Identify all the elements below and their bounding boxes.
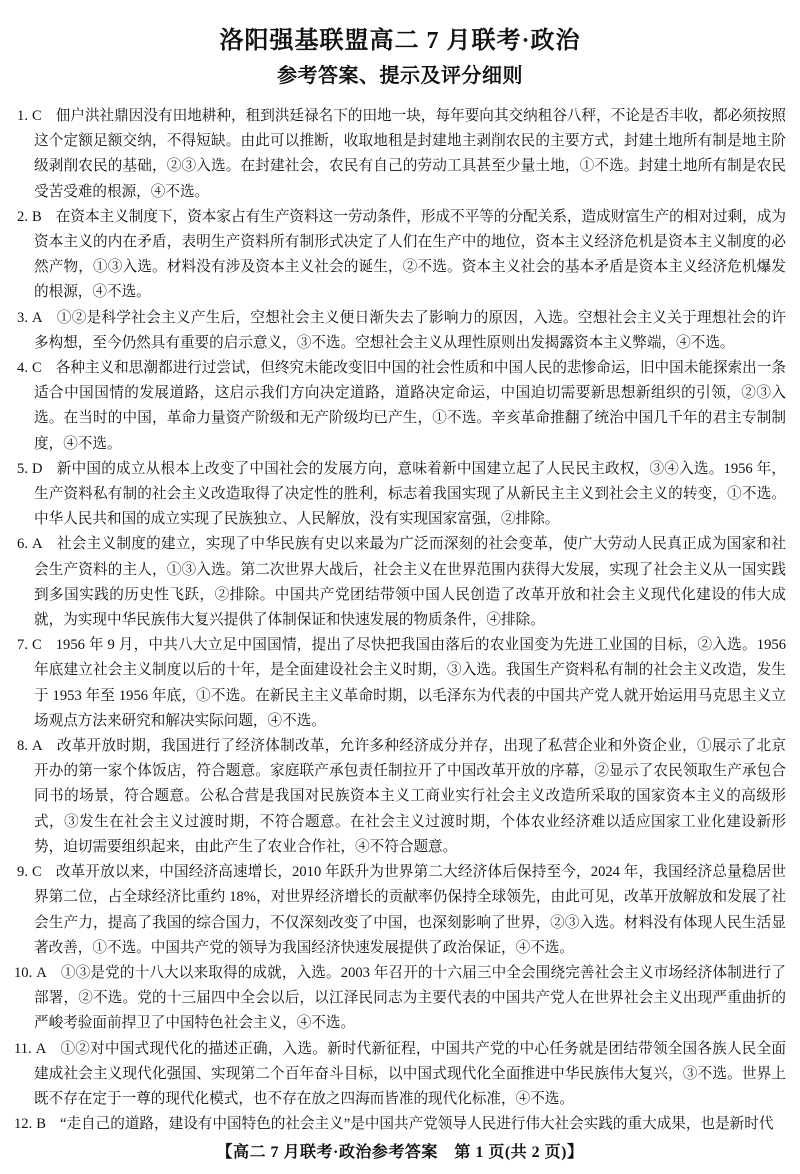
answer-explanation: 在资本主义制度下，资本家占有生产资料这一劳动条件，形成不平等的分配关系，造成财富生产的相对过剩，成为资本主义的内在矛盾，表明生产资料所有制形式决定了人们在生产中的地位，资本主义经济危机是资本主义制度的必然产物，①③入选。材料没有涉及资本主义社会的诞生，②不选。资本主义社会的基本矛盾是资本主义经济危机爆发的根源，④不选。 [34,208,786,301]
answer-letter: B [36,1116,46,1133]
question-number: 6. [17,536,28,553]
answer-letter: C [32,360,42,377]
answer-item [14,457,786,533]
answer-item [14,532,786,633]
answer-item [14,104,786,205]
page-subtitle: 参考答案、提示及评分细则 [277,65,523,87]
answer-item [14,1112,786,1137]
answer-letter: C [32,108,42,124]
answer-explanation: 改革开放时期，我国进行了经济体制改革，允许多种经济成分并存，出现了私营企业和外资企业，①展示了北京开办的第一家个体饭店，符合题意。家庭联产承包责任制拉开了中国改革开放的序幕，②显示了农民领取生产承包合同书的场景，符合题意。公私合营是我国对民族资本主义工商业实行社会主义改造所采取的国家资本主义的高级形式，③发生在社会主义过渡时期，不符合题意。在社会主义过渡时期，个体农业经济难以适应国家工业化建设新形势，迫切需要组织起来，由此产生了农业合作社，④不符合题意。 [34,738,786,855]
answer-item [14,633,786,734]
answer-item [14,1037,786,1113]
answer-explanation: 新中国的成立从根本上改变了中国社会的发展方向，意味着新中国建立起了人民民主政权，③④入选。1956 年，生产资料私有制的社会主义改造取得了决定性的胜利，标志着我国实现了从新民主主义到社会主义的转变，①不选。中华人民共和国的成立实现了民族独立、人民解放，没有实现国家富强，②排除。 [34,460,786,528]
answer-letter: B [32,208,42,225]
footer-text: 【高二 7 月联考·政治参考答案 第 1 页(共 2 页)】 [216,1144,584,1161]
answer-letter: A [35,1040,47,1057]
answer-item [14,734,786,860]
answer-letter: A [36,964,47,981]
answer-explanation: 社会主义制度的建立，实现了中华民族有史以来最为广泛而深刻的社会变革，使广大劳动人民真正成为国家和社会生产资料的主人，①③入选。第二次世界大战后，社会主义在世界范围内获得大发展，实现了社会主义从一国实践到多国实践的历史性飞跃，②排除。中国共产党团结带领中国人民创造了改革开放和社会主义现代化建设的伟大成就，为实现中华民族伟大复兴提供了体制保证和快速发展的物质条件，④排除。 [34,536,786,629]
answer-item [14,205,786,306]
answer-item [14,860,786,961]
answer-explanation: 佃户洪社鼎因没有田地耕种，租到洪廷禄名下的田地一块，每年要向其交纳租谷八秤，不论是否丰收，都必须按照这个定额足额交纳，不得短缺。由此可以推断，收取地租是封建地主剥削农民的主要方式，封建土地所有制是地主阶级剥削农民的基础，②③入选。在封建社会，农民有自己的劳动工具甚至少量土地，①不选。封建土地所有制是农民受苦受难的根源，④不选。 [34,108,786,200]
answer-explanation: ①③是党的十八大以来取得的成就，入选。2003 年召开的十六届三中全会围绕完善社会主义市场经济体制进行了部署，②不选。党的十三届四中全会以后，以江泽民同志为主要代表的中国共产党人在世界社会主义出现严重曲折的严峻考验面前捍卫了中国特色社会主义，④不选。 [34,964,786,1032]
question-number: 12. [14,1116,33,1133]
question-number: 3. [17,309,28,326]
page-title: 洛阳强基联盟高二 7 月联考·政治 [219,28,581,54]
page-footer [0,1139,800,1162]
answer-letter: C [32,864,42,881]
answer-explanation: 各种主义和思潮都进行过尝试，但终究未能改变旧中国的社会性质和中国人民的悲惨命运，旧中国未能探索出一条适合中国国情的发展道路，这启示我们方向决定道路，道路决定命运，中国迫切需要新思想新组织的引领，②③入选。在当时的中国，革命力量资产阶级和无产阶级均已产生，①不选。辛亥革命推翻了统治中国几千年的君主专制制度，④不选。 [34,360,786,452]
answer-letter: A [32,738,43,755]
answer-explanation: ①②对中国式现代化的描述正确，入选。新时代新征程，中国共产党的中心任务就是团结带领全国各族人民全面建成社会主义现代化强国、实现第二个百年奋斗目标，以中国式现代化全面推进中华民族伟大复兴，③不选。世界上既不存在定于一尊的现代化模式，也不存在放之四海而皆准的现代化标准，④不选。 [34,1040,786,1107]
question-number: 9. [17,864,28,881]
answer-letter: A [32,309,43,326]
answer-explanation: ①②是科学社会主义产生后，空想社会主义便日渐失去了影响力的原因，入选。空想社会主义关于理想社会的许多构想，至今仍然具有重要的启示意义，③不选。空想社会主义从理性原则出发揭露资本主义弊端，④不选。 [34,309,786,351]
question-number: 1. [17,108,28,124]
question-number: 5. [17,460,28,477]
answer-explanation: “走自己的道路，建设有中国特色的社会主义”是中国共产党领导人民进行伟大社会实践的重大成果，也是新时代 [59,1116,774,1133]
question-number: 2. [17,208,28,225]
answer-letter: C [32,637,42,654]
answer-letter: D [32,460,43,477]
question-number: 11. [14,1040,32,1057]
answer-item [14,356,786,457]
answer-explanation: 1956 年 9 月，中共八大立足中国国情，提出了尽快把我国由落后的农业国变为先进工业国的目标，②入选。1956 年底建立社会主义制度以后的十年，是全面建设社会主义时期，③入选。我国生产资料私有制的社会主义改造，发生于 1953 年至 1956 年底，①不选。在新民主主义革命时期，以毛泽东为代表的中国共产党人就开始运用马克思主义立场观点方法来研究和解决实际问题，④不选。 [34,637,786,729]
answer-item [14,306,786,356]
question-number: 7. [17,637,28,654]
question-number: 8. [17,738,28,755]
answer-explanation: 改革开放以来，中国经济高速增长，2010 年跃升为世界第二大经济体后保持至今，2024 年，我国经济总量稳居世界第二位，占全球经济比重约 18%，对世界经济增长的贡献率仍保持全球领先，由此可见，改革开放解放和发展了社会生产力，提高了我国的综合国力，不仅深刻改变了中国，也深刻影响了世界，②③入选。材料没有体现人民生活显著改善，①不选。中国共产党的领导为我国经济快速发展提供了政治保证，④不选。 [34,864,786,956]
question-number: 10. [14,964,33,981]
answer-letter: A [32,536,43,553]
question-number: 4. [17,360,28,377]
answer-item [14,961,786,1037]
answers-list [14,104,786,1137]
